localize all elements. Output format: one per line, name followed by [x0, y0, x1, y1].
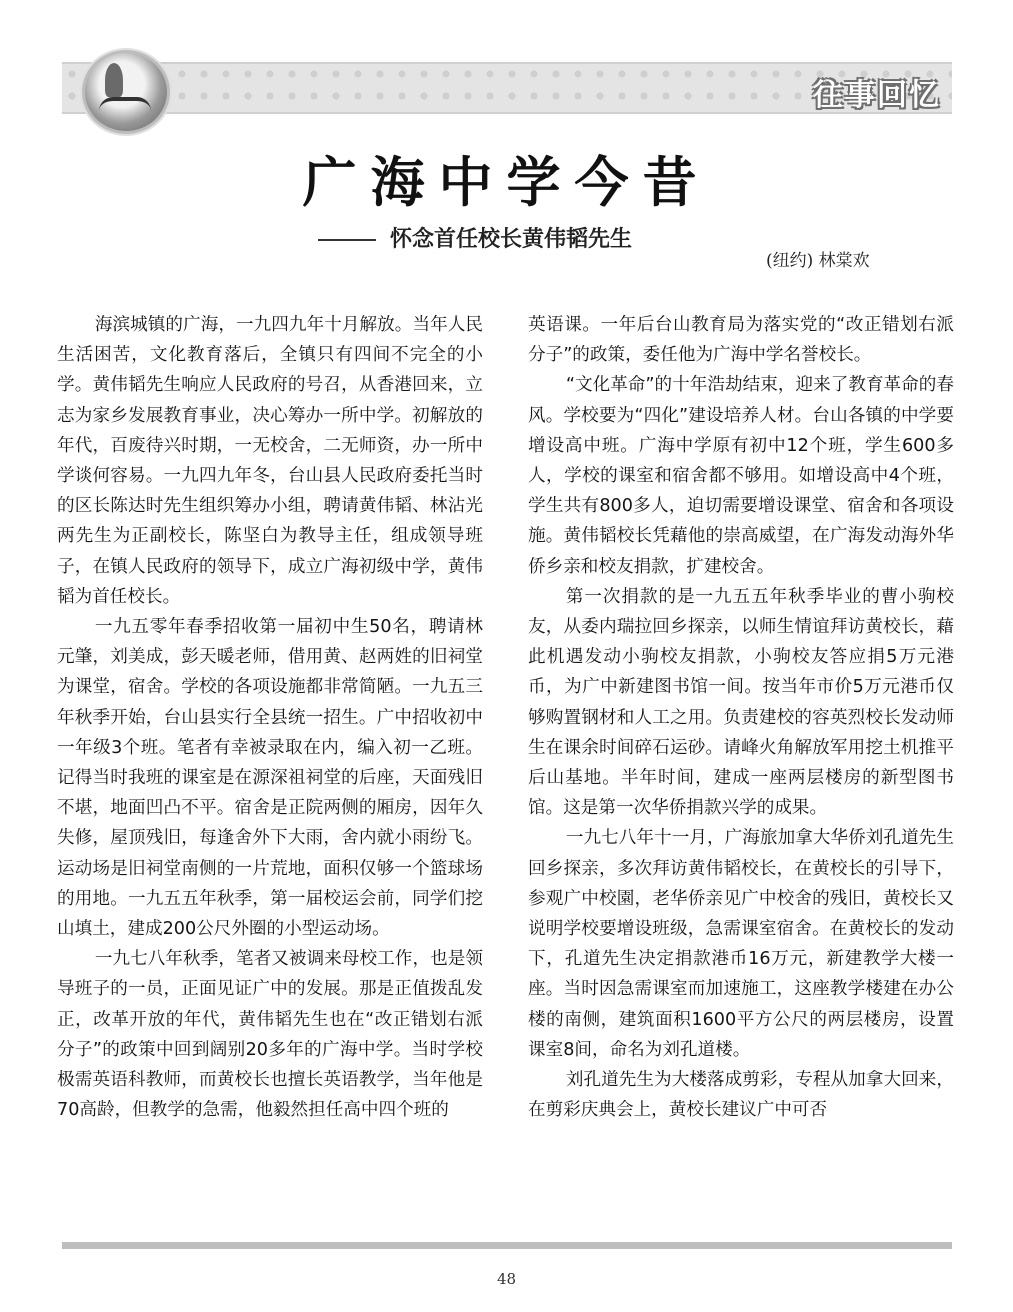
paragraph: 一九七八年秋季，笔者又被调来母校工作，也是领导班子的一员，正面见证广中的发展。那是正值拨乱发正，改革开放的年代，黄伟韬先生也在“改正错划右派分子”的政策中回到阔别20多年的广海中学。当时学校极需英语科教师，而黄校长也擅长英语教学，当年他是70高龄，但教学的急需，他毅然担任高中四个班的 — [57, 949, 483, 1121]
paragraph: 一九五零年春季招收第一届初中生50名，聘请林元肇，刘美成，彭天暖老师，借用黄、赵两姓的旧祠堂为课堂，宿舍。学校的各项设施都非常简陋。一九五三年秋季开始，台山县实行全县统一招生。广中招收初中一年级3个班。笔者有幸被录取在内，编入初一乙班。记得当时我班的课室是在源深祖祠堂的后座，天面残旧不堪，地面凹凸不平。宿舍是正院两侧的厢房，因年久失修，屋顶残旧，每逢舍外下大雨，舍内就小雨纷飞。运动场是旧祠堂南侧的一片荒地，面积仅够一个篮球场的用地。一九五五年秋季，第一届校运会前，同学们挖山填土，建成200公尺外圈的小型运动场。 — [57, 617, 483, 940]
subtitle-text: 怀念首任校长黄伟韬先生 — [390, 227, 633, 252]
left-column — [57, 310, 483, 1125]
paragraph: 海滨城镇的广海，一九四九年十月解放。当年人民生活困苦，文化教育落后，全镇只有四间不完全的小学。黄伟韬先生响应人民政府的号召，从香港回来，立志为家乡发展教育事业，决心筹办一所中学。初解放的年代，百废待兴时期，一无校舍，二无师资，办一所中学谈何容易。一九四九年冬，台山县人民政府委托当时的区长陈达时先生组织筹办小组，聘请黄伟韬、林沾光两先生为正副校长，陈坚白为教导主任，组成领导班子，在镇人民政府的领导下，成立广海初级中学，黄伟韬为首任校长。 — [57, 315, 483, 607]
scenery-medallion-icon — [82, 50, 170, 134]
article-title: 广海中学今昔 — [302, 151, 711, 214]
tree-shape — [105, 63, 123, 97]
subtitle-dash — [318, 239, 376, 241]
paragraph: 第一次捐款的是一九五五年秋季毕业的曹小驹校友，从委内瑞拉回乡探亲，以师生情谊拜访黄校长，藉此机遇发动小驹校友捐款，小驹校友答应捐5万元港币，为广中新建图书馆一间。按当年市价5万元港币仅够购置钢材和人工之用。负责建校的容英烈校长发动师生在课余时间碎石运砂。请峰火角解放军用挖土机推平后山基地。半年时间，建成一座两层楼房的新型图书馆。这是第一次华侨捐款兴学的成果。 — [528, 586, 954, 819]
page-number: 48 — [496, 1270, 517, 1288]
paragraph: 英语课。一年后台山教育局为落实党的“改正错划右派分子”的政策，委任他为广海中学名誉校长。 — [528, 315, 954, 366]
right-column — [528, 310, 954, 1125]
paragraph: “文化革命”的十年浩劫结束，迎来了教育革命的春风。学校要为“四化”建设培养人材。台山各镇的中学要增设高中班。广海中学原有初中12个班，学生600多人，学校的课室和宿舍都不够用。如增设高中4个班，学生共有800多人，迫切需要增设课堂、宿舍和各项设施。黄伟韬校长凭藉他的崇高威望，在广海发动海外华侨乡亲和校友捐款，扩建校舍。 — [528, 375, 954, 577]
footer-rule — [62, 1242, 952, 1249]
article-subtitle — [318, 222, 632, 253]
bridge-shape — [99, 97, 151, 111]
paragraph: 一九七八年十一月，广海旅加拿大华侨刘孔道先生回乡探亲，多次拜访黄伟韬校长，在黄校长的引导下，参观广中校園，老华侨亲见广中校舍的残旧，黄校长又说明学校要增设班级，急需课室宿舍。在黄校长的发动下，孔道先生决定捐款港币16万元，新建教学大楼一座。当时因急需课室而加速施工，这座教学楼建在办公楼的南侧，建筑面积1600平方公尺的两层楼房，设置课室8间，命名为刘孔道楼。 — [528, 828, 954, 1060]
paragraph: 刘孔道先生为大楼落成剪彩，专程从加拿大回来，在剪彩庆典会上，黄校长建议广中可否 — [528, 1070, 954, 1121]
article-byline: (纽约) 林棠欢 — [766, 251, 870, 271]
section-tag: 往事回忆 — [813, 78, 941, 113]
